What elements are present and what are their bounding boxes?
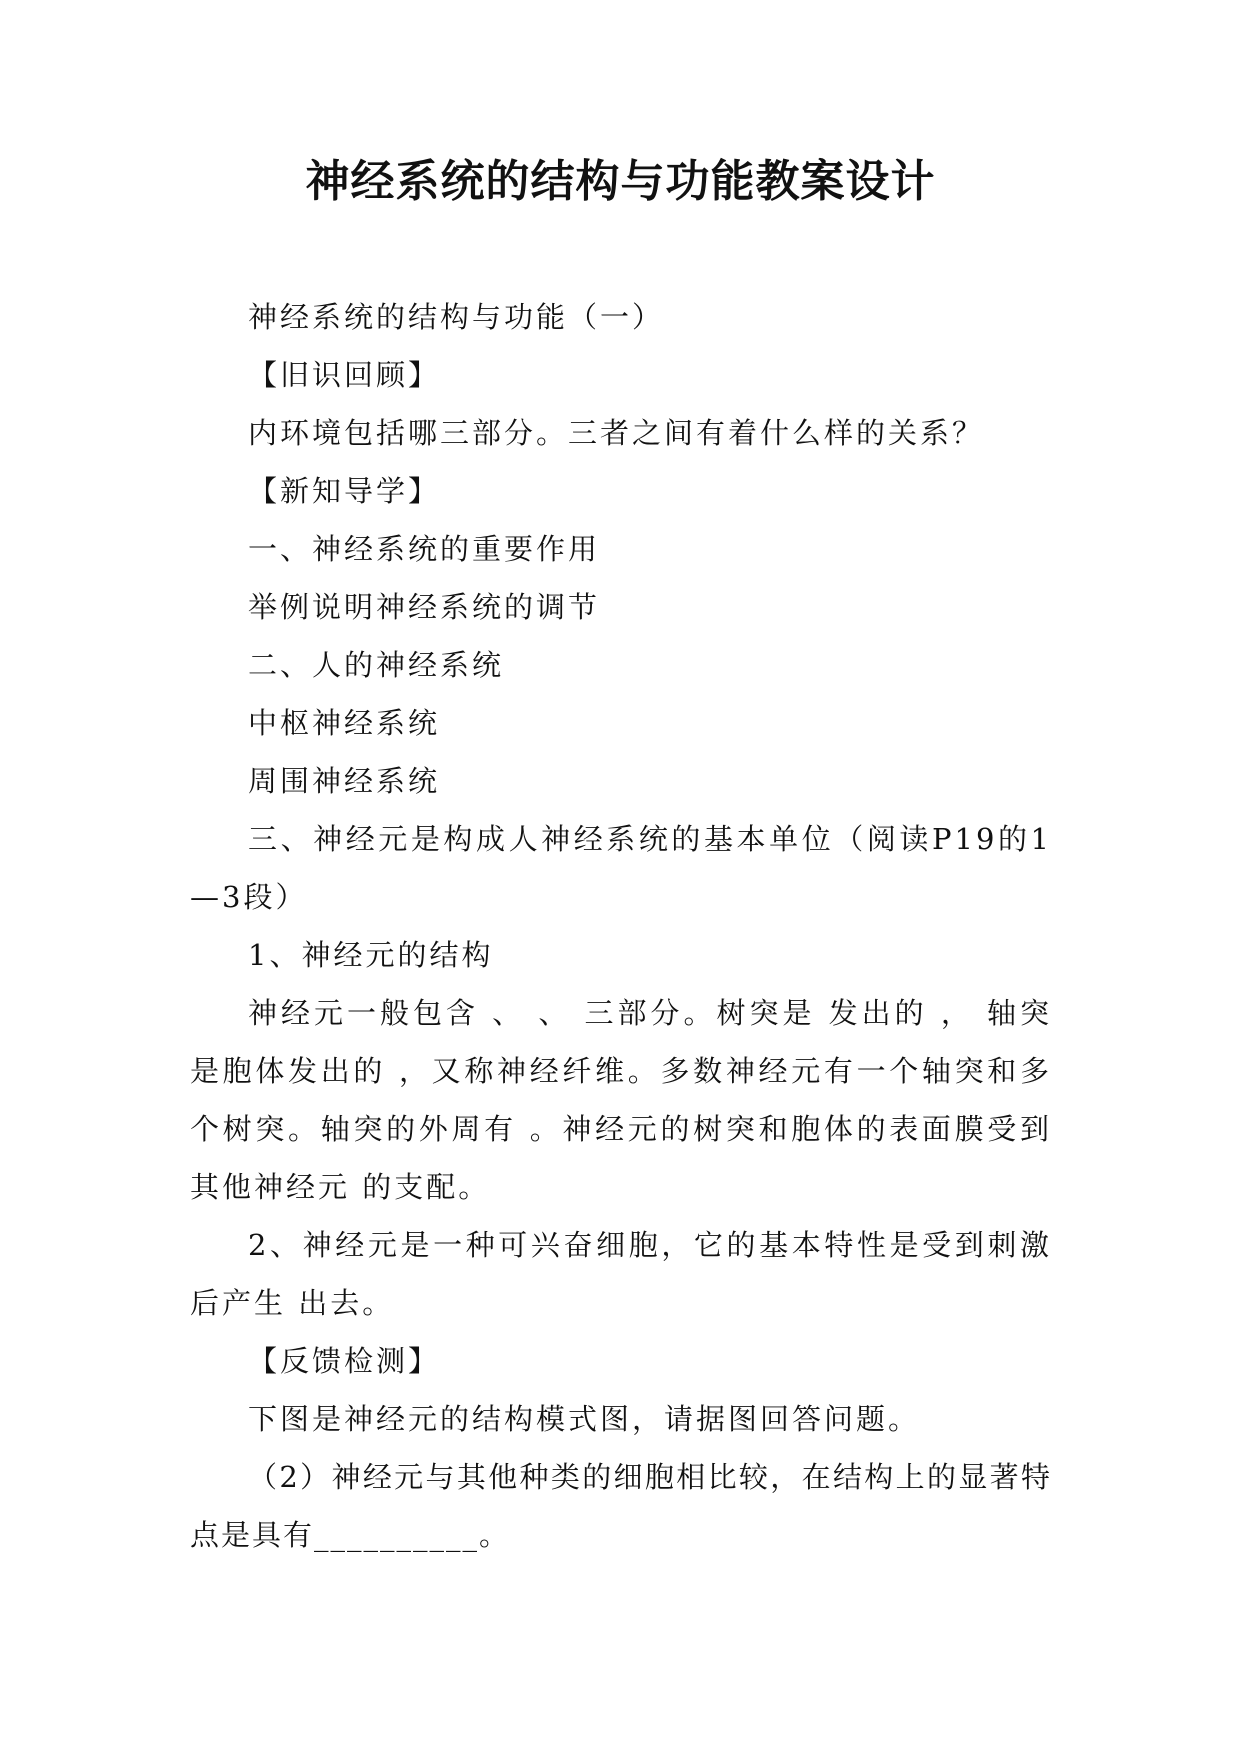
paragraph-neuron-excitable: 2、神经元是一种可兴奋细胞，它的基本特性是受到刺激后产生 出去。 xyxy=(190,1228,1052,1320)
paragraph-question-two: （2）神经元与其他种类的细胞相比较，在结构上的显著特点是具有__________。 xyxy=(190,1460,1052,1552)
paragraph-neuron-description: 神经元一般包含 、 、 三部分。树突是 发出的 ， 轴突是胞体发出的 ，又称神经纤维。多数神经元有一个轴突和多个树突。轴突的外周有 。神经元的树突和胞体的表面膜受到其他神经元 的支配。 xyxy=(190,996,1052,1204)
paragraph-section-title: 神经系统的结构与功能（一） xyxy=(248,300,665,334)
document-title: 神经系统的结构与功能教案设计 xyxy=(305,156,936,207)
document-body xyxy=(190,288,1052,1564)
paragraph-review-question: 内环境包括哪三部分。三者之间有着什么样的关系？ xyxy=(248,416,985,450)
paragraph-central-nervous: 中枢神经系统 xyxy=(248,706,441,740)
paragraph-example: 举例说明神经系统的调节 xyxy=(248,590,601,624)
paragraph-point-three: 三、神经元是构成人神经系统的基本单位（阅读P19的1—3段） xyxy=(190,822,1052,914)
paragraph-new-knowledge-heading: 【新知导学】 xyxy=(248,474,441,508)
paragraph-point-two: 二、人的神经系统 xyxy=(248,648,505,682)
paragraph-neuron-structure: 1、神经元的结构 xyxy=(248,938,494,972)
paragraph-feedback-heading: 【反馈检测】 xyxy=(248,1344,441,1378)
paragraph-point-one: 一、神经系统的重要作用 xyxy=(248,532,601,566)
paragraph-review-heading: 【旧识回顾】 xyxy=(248,358,441,392)
paragraph-peripheral-nervous: 周围神经系统 xyxy=(248,764,441,798)
paragraph-figure-intro: 下图是神经元的结构模式图，请据图回答问题。 xyxy=(248,1402,921,1436)
